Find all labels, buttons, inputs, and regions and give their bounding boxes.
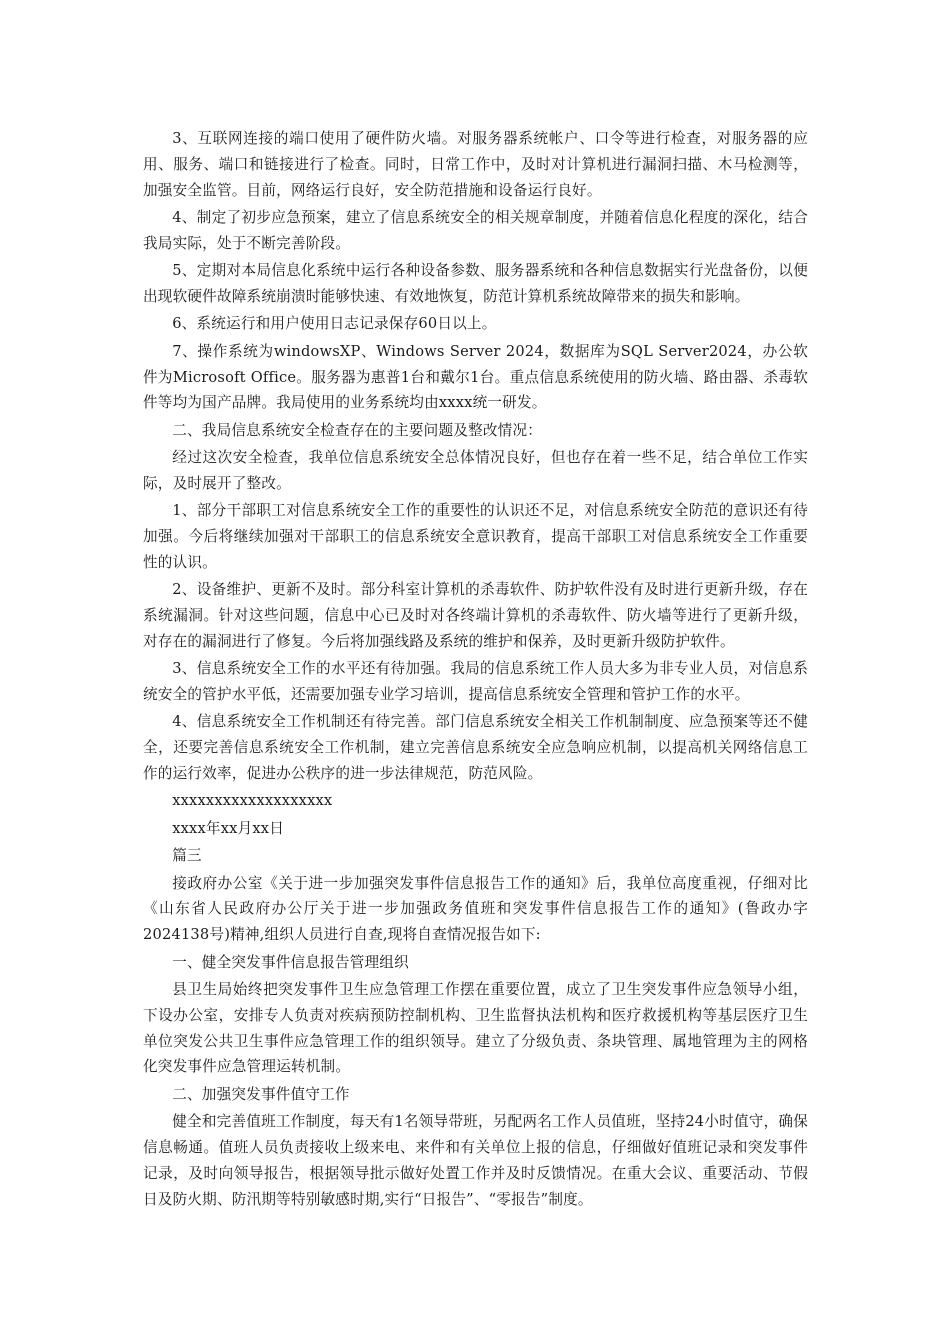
paragraph-summary: 经过这次安全检查，我单位信息系统安全总体情况良好，但也存在着一些不足，结合单位工作实际，及时展开了整改。	[143, 449, 808, 492]
document-body	[143, 126, 808, 1214]
paragraph-problem-1: 1、部分干部职工对信息系统安全工作的重要性的认识还不足，对信息系统安全防范的意识还有待加强。今后将继续加强对干部职工的信息系统安全意识教育，提高干部职工对信息系统安全工作重要性的认识。	[143, 502, 808, 571]
paragraph-item-6-logs: 6、系统运行和用户使用日志记录保存60日以上。	[172, 315, 497, 333]
paragraph-item-7-systems: 7、操作系统为windowsXP、Windows Server 2024，数据库为SQL Server2024，办公软件为Microsoft Office。服务器为惠普1台和戴尔1台。重点信息系统使用的防火墙、路由器、杀毒软件等均为国产品牌。我局使用的业务系统均由xxxx统一研发。	[143, 342, 808, 412]
paragraph-item-5-backup: 5、定期对本局信息化系统中运行各种设备参数、服务器系统和各种信息数据实行光盘备份，以便出现软硬件故障系统崩溃时能够快速、有效地恢复，防范计算机系统故障带来的损失和影响。	[143, 262, 808, 305]
date-line: xxxx年xx月xx日	[172, 819, 285, 837]
paragraph-duty: 健全和完善值班工作制度，每天有1名领导带班，另配两名工作人员值班，坚持24小时值守，确保信息畅通。值班人员负责接收上级来电、来件和有关单位上报的信息，仔细做好值班记录和突发事件记录，及时向领导报告，根据领导批示做好处置工作并及时反馈情况。在重大会议、重要活动、节假日及防火期、防汛期等特别敏感时期,实行“日报告”、“零报告”制度。	[143, 1113, 808, 1208]
paragraph-item-3-firewall: 3、互联网连接的端口使用了硬件防火墙。对服务器系统帐户、口令等进行检查，对服务器的应用、服务、端口和链接进行了检查。同时，日常工作中，及时对计算机进行漏洞扫描、木马检测等，加强安全监管。目前，网络运行良好，安全防范措施和设备运行良好。	[143, 130, 808, 199]
section-heading-duty: 二、加强突发事件值守工作	[172, 1085, 350, 1103]
paragraph-problem-2: 2、设备维护、更新不及时。部分科室计算机的杀毒软件、防护软件没有及时进行更新升级，存在系统漏洞。针对这些问题，信息中心已及时对各终端计算机的杀毒软件、防火墙等进行了更新升级，对存在的漏洞进行了修复。今后将加强线路及系统的维护和保养，及时更新升级防护软件。	[143, 581, 808, 650]
paragraph-problem-4: 4、信息系统安全工作机制还有待完善。部门信息系统安全相关工作机制制度、应急预案等还不健全，还要完善信息系统安全工作机制，建立完善信息系统安全应急响应机制，以提高机关网络信息工作的运行效率，促进办公秩序的进一步法律规范，防范风险。	[143, 713, 808, 783]
section-heading-problems: 二、我局信息系统安全检查存在的主要问题及整改情况：	[172, 421, 543, 439]
section-heading-organization: 一、健全突发事件信息报告管理组织	[172, 953, 409, 971]
paragraph-intro-notice: 接政府办公室《关于进一步加强突发事件信息报告工作的通知》后，我单位高度重视，仔细对比《山东省人民政府办公厅关于进一步加强政务值班和突发事件信息报告工作的通知》(鲁政办字2024138号)精神,组织人员进行自查,现将自查情况报告如下:	[143, 874, 808, 944]
paragraph-item-4-emergency-plan: 4、制定了初步应急预案，建立了信息系统安全的相关规章制度，并随着信息化程度的深化，结合我局实际，处于不断完善阶段。	[143, 208, 808, 252]
paragraph-organization: 县卫生局始终把突发事件卫生应急管理工作摆在重要位置，成立了卫生突发事件应急领导小组，下设办公室，安排专人负责对疾病预防控制机构、卫生监督执法机构和医疗救援机构等基层医疗卫生单位突发公共卫生事件应急管理工作的组织领导。建立了分级负责、条块管理、属地管理为主的网格化突发事件应急管理运转机制。	[143, 981, 808, 1076]
section-title-part-three: 篇三	[172, 847, 202, 865]
paragraph-problem-3: 3、信息系统安全工作的水平还有待加强。我局的信息系统工作人员大多为非专业人员，对信息系统安全的管护水平低，还需要加强专业学习培训，提高信息系统安全管理和管护工作的水平。	[143, 660, 808, 704]
signature-placeholder: xxxxxxxxxxxxxxxxxxx	[172, 792, 333, 810]
